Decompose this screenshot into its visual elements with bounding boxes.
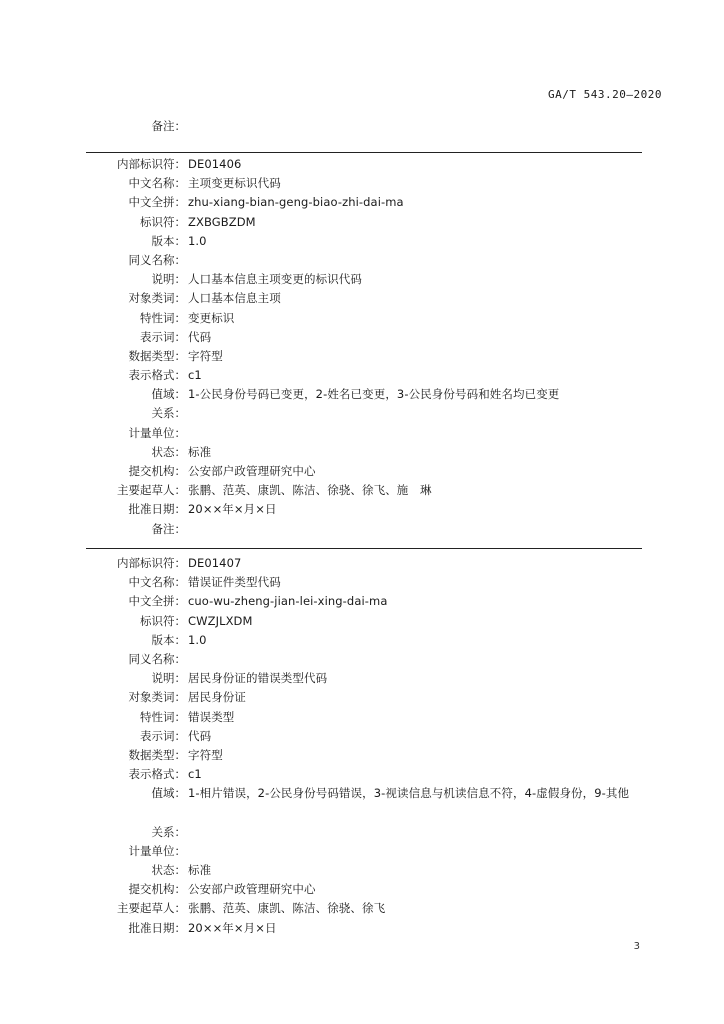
field-value: 1-公民身份号码已变更，2-姓名已变更，3-公民身份号码和姓名均已变更 — [188, 387, 560, 402]
field-row — [0, 270, 724, 289]
field-row — [0, 193, 724, 212]
field-row — [0, 746, 724, 765]
field-label: 表示词： — [140, 728, 186, 743]
field-value: 居民身份证的错误类型代码 — [188, 671, 328, 686]
field-label: 特性词： — [140, 709, 186, 724]
field-label: 特性词： — [140, 310, 186, 325]
field-label: 数据类型： — [128, 747, 186, 762]
field-label: 关系： — [151, 824, 186, 839]
field-row — [0, 765, 724, 784]
field-row — [0, 784, 724, 822]
field-value: 20××年×月×日 — [188, 920, 277, 935]
field-label: 备注： — [151, 521, 186, 536]
field-label: 提交机构： — [128, 882, 186, 897]
entry-de01406 — [0, 155, 724, 539]
field-label: 表示词： — [140, 329, 186, 344]
field-label: 说明： — [151, 671, 186, 686]
field-label: 同义名称： — [128, 651, 186, 666]
field-value: 标准 — [188, 863, 212, 878]
field-label: 数据类型： — [128, 348, 186, 363]
field-row — [0, 155, 724, 174]
field-value: 人口基本信息主项 — [188, 291, 281, 306]
field-row — [0, 404, 724, 423]
field-label: 中文全拼： — [128, 195, 186, 210]
field-value: 代码 — [188, 728, 212, 743]
field-label: 内部标识符： — [117, 157, 186, 171]
field-value: cuo-wu-zheng-jian-lei-xing-dai-ma — [188, 594, 388, 609]
field-value: 标准 — [188, 444, 212, 459]
field-label: 版本： — [151, 233, 186, 248]
field-row — [0, 554, 724, 573]
field-label: 状态： — [151, 444, 186, 459]
field-value: 1-相片错误，2-公民身份号码错误，3-视读信息与机读信息不符，4-虚假身份，9-其他 — [188, 786, 630, 801]
field-value: 字符型 — [188, 747, 223, 762]
field-label: 表示格式： — [128, 368, 186, 383]
field-row — [0, 861, 724, 880]
field-label: 关系： — [151, 406, 186, 421]
field-value: 代码 — [188, 329, 212, 344]
field-label: 值域： — [151, 387, 186, 402]
field-row — [0, 612, 724, 631]
field-value: DE01407 — [188, 556, 242, 570]
field-label: 中文名称： — [128, 575, 186, 590]
field-label: 主要起草人： — [117, 483, 186, 498]
field-row — [0, 727, 724, 746]
field-label: 主要起草人： — [117, 901, 186, 916]
field-label: 表示格式： — [128, 767, 186, 782]
standard-number: GA/T 543.20—2020 — [548, 88, 662, 101]
field-row — [0, 213, 724, 232]
field-label: 对象类词： — [128, 690, 186, 705]
field-row — [0, 650, 724, 669]
field-row — [0, 385, 724, 404]
field-label: 对象类词： — [128, 291, 186, 306]
field-row — [0, 117, 724, 136]
field-value: CWZJLXDM — [188, 613, 253, 628]
field-row — [0, 481, 724, 500]
field-label: 中文名称： — [128, 176, 186, 191]
field-value: 20××年×月×日 — [188, 502, 277, 517]
field-value: 人口基本信息主项变更的标识代码 — [188, 272, 362, 287]
field-label: 同义名称： — [128, 252, 186, 267]
field-row — [0, 919, 724, 938]
field-row — [0, 309, 724, 328]
page-number: 3 — [633, 941, 640, 952]
field-value: 公安部户政管理研究中心 — [188, 882, 316, 897]
field-row — [0, 631, 724, 650]
section-divider — [86, 548, 642, 549]
entry-de01407 — [0, 554, 724, 938]
field-row — [0, 573, 724, 592]
field-row — [0, 462, 724, 481]
field-value: 张鹏、范英、康凯、陈洁、徐骁、徐飞、施 琳 — [188, 483, 432, 498]
field-label: 版本： — [151, 632, 186, 647]
field-value: 1.0 — [188, 233, 207, 248]
field-row — [0, 289, 724, 308]
field-row — [0, 500, 724, 519]
field-row — [0, 880, 724, 899]
field-row — [0, 174, 724, 193]
field-row — [0, 232, 724, 251]
field-row — [0, 592, 724, 611]
field-row — [0, 899, 724, 918]
field-row — [0, 688, 724, 707]
field-label: 计量单位： — [128, 425, 186, 440]
field-label: 内部标识符： — [117, 556, 186, 570]
field-label: 标识符： — [140, 613, 186, 628]
field-value: 主项变更标识代码 — [188, 176, 281, 191]
field-label: 备注： — [151, 119, 186, 133]
field-row — [0, 347, 724, 366]
field-row — [0, 842, 724, 861]
field-label: 状态： — [151, 863, 186, 878]
field-value: 变更标识 — [188, 310, 235, 325]
field-row — [0, 708, 724, 727]
field-value: 错误类型 — [188, 709, 235, 724]
field-value: 错误证件类型代码 — [188, 575, 281, 590]
field-label: 批准日期： — [128, 502, 186, 517]
field-value: 1.0 — [188, 632, 207, 647]
field-value: 字符型 — [188, 348, 223, 363]
field-value: 居民身份证 — [188, 690, 246, 705]
field-value: 张鹏、范英、康凯、陈洁、徐骁、徐飞 — [188, 901, 386, 916]
field-row — [0, 366, 724, 385]
field-value: c1 — [188, 368, 202, 383]
section-divider — [86, 152, 642, 153]
field-row — [0, 251, 724, 270]
field-value: DE01406 — [188, 157, 242, 171]
field-value: zhu-xiang-bian-geng-biao-zhi-dai-ma — [188, 195, 404, 210]
field-label: 批准日期： — [128, 920, 186, 935]
field-value: ZXBGBZDM — [188, 214, 256, 229]
field-label: 计量单位： — [128, 843, 186, 858]
field-value: c1 — [188, 767, 202, 782]
field-label: 中文全拼： — [128, 594, 186, 609]
field-value: 公安部户政管理研究中心 — [188, 464, 316, 478]
field-row — [0, 520, 724, 539]
field-label: 说明： — [151, 272, 186, 287]
field-row — [0, 669, 724, 688]
top-note — [0, 117, 724, 136]
field-label: 值域： — [151, 786, 186, 801]
field-label: 提交机构： — [128, 464, 186, 478]
field-row — [0, 443, 724, 462]
field-row — [0, 424, 724, 443]
field-row — [0, 328, 724, 347]
field-label: 标识符： — [140, 214, 186, 229]
field-row — [0, 823, 724, 842]
